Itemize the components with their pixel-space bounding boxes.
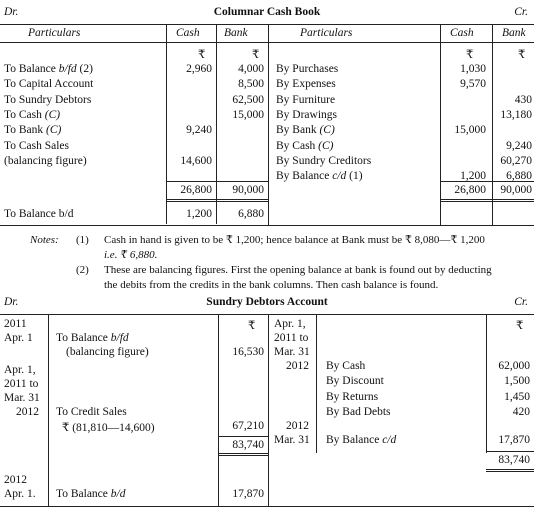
header-cash-left: Cash [176,27,200,39]
cashbook-right-particular: By Purchases [276,63,339,75]
cashbook-right-bank: 9,240 [506,139,532,152]
cashbook-right-cash: 15,000 [454,124,486,137]
date-year: 2011 [4,318,27,330]
cashbook-right-particular: By Balance c/d (1) [276,170,363,183]
date-line: 2011 to [4,378,39,390]
header-bank-left: Bank [224,27,248,39]
left-particular-note: ₹ (81,810—14,600) [62,422,155,434]
cashbook-right-particular: By Sundry Creditors [276,154,372,167]
debtors-title: Sundry Debtors Account [206,296,328,308]
right-particular: By Returns [326,390,379,403]
date-line: Mar. 31 [274,434,310,446]
cashbook-left-bank: 4,000 [238,63,264,75]
cashbook-right-cash: 1,200 [460,170,486,183]
date-line: Apr. 1, [4,364,36,376]
right-particular: By Cash [326,360,366,372]
note-1-text-cont: i.e. ₹ 6,880. [104,249,158,261]
note-1-text: Cash in hand is given to be ₹ 1,200; hence balance at Bank must be ₹ 8,080—₹ 1,200 [104,234,485,246]
cashbook-right-particular: By Drawings [276,108,338,121]
date-line: Mar. 31 [4,392,40,404]
rupee-symbol: ₹ [516,320,524,332]
total-cash-right: 26,800 [454,184,486,196]
date-line: Apr. 1, [274,318,306,330]
note-2-number: (2) [76,264,89,276]
cashbook-left-particular: To Cash (C) [4,108,61,121]
notes-label: Notes: [30,234,59,246]
right-particular: By Balance c/d [326,434,397,446]
cashbook-right-cash: 1,030 [460,63,486,75]
dr-label: Dr. [4,296,19,308]
cashbook-left-cash: 9,240 [186,124,212,137]
rupee-symbol: ₹ [466,49,474,61]
cashbook-left-particular: To Cash Sales [4,139,69,152]
note-2-text-cont: the debits from the credits in the bank columns. Then cash balance is found. [104,279,439,291]
rupee-symbol: ₹ [248,320,256,332]
cashbook-right-bank: 6,880 [506,170,532,183]
balance-bd-label: To Balance b/d [4,208,74,220]
left-particular: To Credit Sales [56,406,127,418]
cashbook-left-cash: 14,600 [180,154,212,167]
cashbook-left-bank: 8,500 [238,78,264,91]
left-total: 83,740 [232,439,264,451]
header-cash-right: Cash [450,27,474,39]
cashbook-left-bank: 15,000 [232,108,264,121]
cashbook-title: Columnar Cash Book [213,6,321,18]
left-amount: 17,870 [232,488,264,500]
cashbook-right-bank: 430 [514,93,532,106]
cashbook-right-bank: 60,270 [500,154,532,167]
date-line: 2011 to [274,332,309,344]
left-amount: 16,530 [232,346,264,358]
cashbook-left-particular: To Balance b/fd (2) [4,63,93,75]
rupee-symbol: ₹ [518,49,526,61]
date-day: Apr. 1. [4,488,36,500]
rupee-symbol: ₹ [252,49,260,61]
date-line: 2012 [16,406,39,418]
left-particular: To Balance b/fd [56,332,129,344]
cr-label: Cr. [514,6,528,18]
total-cash-left: 26,800 [180,184,212,196]
cashbook-right-cash: 9,570 [460,78,486,91]
cashbook-left-particular: (balancing figure) [4,154,87,167]
date-day: Apr. 1 [4,332,33,344]
dr-label: Dr. [4,6,19,18]
header-particulars-right: Particulars [300,27,353,39]
right-amount: 17,870 [498,434,530,446]
balance-bd-bank: 6,880 [238,208,264,220]
date-line: Mar. 31 [274,346,310,358]
header-bank-right: Bank [502,27,526,39]
cashbook-right-particular: By Furniture [276,93,336,106]
cashbook-left-particular: To Sundry Debtors [4,93,92,106]
rupee-symbol: ₹ [198,49,206,61]
cashbook-right-bank: 13,180 [500,108,532,121]
right-particular: By Bad Debts [326,405,391,418]
cashbook-right-particular: By Bank (C) [276,124,335,137]
cashbook-right-particular: By Cash (C) [276,139,334,152]
date-line: 2012 [286,420,309,432]
header-particulars-left: Particulars [28,27,81,39]
date-line: 2012 [286,360,309,372]
right-particular: By Discount [326,375,384,388]
balance-bd-cash: 1,200 [186,208,212,220]
right-amount: 1,500 [504,375,530,388]
total-bank-left: 90,000 [232,184,264,196]
left-amount: 67,210 [232,420,264,432]
date-year: 2012 [4,474,27,486]
left-particular-note: (balancing figure) [66,346,149,358]
cashbook-left-particular: To Capital Account [4,78,94,91]
total-bank-right: 90,000 [500,184,532,196]
cashbook-left-bank: 62,500 [232,93,264,106]
right-total: 83,740 [498,454,530,466]
cashbook-right-particular: By Expenses [276,78,336,91]
cashbook-left-particular: To Bank (C) [4,124,62,137]
cashbook-left-cash: 2,960 [186,63,212,75]
note-2-text: These are balancing figures. First the opening balance at bank is found out by deducting [104,264,492,276]
right-amount: 62,000 [498,360,530,372]
left-particular: To Balance b/d [56,488,126,500]
note-1-number: (1) [76,234,89,246]
right-amount: 1,450 [504,390,530,403]
cr-label: Cr. [514,296,528,308]
right-amount: 420 [512,405,530,418]
